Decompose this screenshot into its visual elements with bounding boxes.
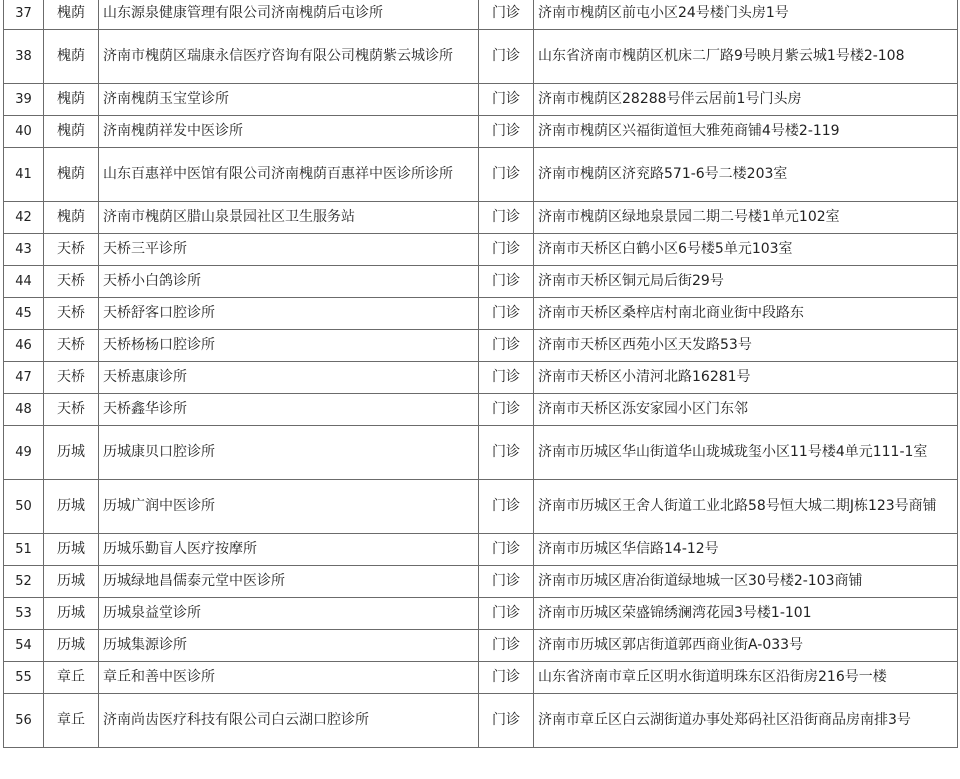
service-type: 门诊 [479, 394, 534, 426]
row-number: 42 [4, 202, 44, 234]
service-type: 门诊 [479, 330, 534, 362]
table-row [4, 116, 958, 148]
clinic-address: 济南市槐荫区兴福街道恒大雅苑商铺4号楼2-119 [534, 116, 958, 148]
clinic-address: 济南市天桥区西苑小区天发路53号 [534, 330, 958, 362]
clinic-name: 历城集源诊所 [99, 630, 479, 662]
district: 历城 [44, 480, 99, 534]
table-row [4, 148, 958, 202]
district: 槐荫 [44, 202, 99, 234]
district: 槐荫 [44, 148, 99, 202]
district: 天桥 [44, 298, 99, 330]
district: 槐荫 [44, 30, 99, 84]
clinic-name: 章丘和善中医诊所 [99, 662, 479, 694]
row-number: 41 [4, 148, 44, 202]
table-row [4, 480, 958, 534]
district: 历城 [44, 566, 99, 598]
service-type: 门诊 [479, 694, 534, 748]
district: 天桥 [44, 234, 99, 266]
clinic-name: 天桥杨杨口腔诊所 [99, 330, 479, 362]
clinic-table [3, 0, 958, 748]
clinic-address: 济南市天桥区铜元局后街29号 [534, 266, 958, 298]
clinic-address: 济南市槐荫区绿地泉景园二期二号楼1单元102室 [534, 202, 958, 234]
service-type: 门诊 [479, 266, 534, 298]
row-number: 38 [4, 30, 44, 84]
district: 天桥 [44, 330, 99, 362]
row-number: 47 [4, 362, 44, 394]
row-number: 53 [4, 598, 44, 630]
clinic-table-body [4, 0, 958, 748]
clinic-address: 济南市历城区王舍人街道工业北路58号恒大城二期J栋123号商铺 [534, 480, 958, 534]
district: 历城 [44, 534, 99, 566]
row-number: 56 [4, 694, 44, 748]
clinic-name: 天桥舒客口腔诊所 [99, 298, 479, 330]
clinic-address: 济南市天桥区泺安家园小区门东邻 [534, 394, 958, 426]
table-row [4, 266, 958, 298]
clinic-address: 山东省济南市章丘区明水街道明珠东区沿街房216号一楼 [534, 662, 958, 694]
service-type: 门诊 [479, 30, 534, 84]
row-number: 54 [4, 630, 44, 662]
table-row [4, 0, 958, 30]
clinic-address: 济南市槐荫区28288号伴云居前1号门头房 [534, 84, 958, 116]
table-row [4, 630, 958, 662]
district: 历城 [44, 630, 99, 662]
clinic-name: 历城乐勤盲人医疗按摩所 [99, 534, 479, 566]
district: 章丘 [44, 662, 99, 694]
table-row [4, 694, 958, 748]
clinic-name: 济南市槐荫区腊山泉景园社区卫生服务站 [99, 202, 479, 234]
row-number: 55 [4, 662, 44, 694]
district: 天桥 [44, 394, 99, 426]
service-type: 门诊 [479, 534, 534, 566]
clinic-name: 天桥惠康诊所 [99, 362, 479, 394]
row-number: 49 [4, 426, 44, 480]
clinic-name: 山东源泉健康管理有限公司济南槐荫后屯诊所 [99, 0, 479, 30]
clinic-address: 济南市天桥区桑梓店村南北商业街中段路东 [534, 298, 958, 330]
clinic-address: 济南市历城区唐冶街道绿地城一区30号楼2-103商铺 [534, 566, 958, 598]
table-row [4, 566, 958, 598]
table-row [4, 662, 958, 694]
table-row [4, 30, 958, 84]
row-number: 40 [4, 116, 44, 148]
table-row [4, 426, 958, 480]
district: 槐荫 [44, 116, 99, 148]
table-row [4, 330, 958, 362]
clinic-address: 济南市历城区华山街道华山珑城珑玺小区11号楼4单元111-1室 [534, 426, 958, 480]
table-row [4, 394, 958, 426]
service-type: 门诊 [479, 0, 534, 30]
row-number: 51 [4, 534, 44, 566]
service-type: 门诊 [479, 298, 534, 330]
service-type: 门诊 [479, 662, 534, 694]
service-type: 门诊 [479, 116, 534, 148]
clinic-address: 济南市槐荫区前屯小区24号楼门头房1号 [534, 0, 958, 30]
row-number: 52 [4, 566, 44, 598]
district: 历城 [44, 598, 99, 630]
clinic-address: 济南市历城区荣盛锦绣澜湾花园3号楼1-101 [534, 598, 958, 630]
service-type: 门诊 [479, 598, 534, 630]
service-type: 门诊 [479, 480, 534, 534]
service-type: 门诊 [479, 426, 534, 480]
clinic-name: 济南槐荫玉宝堂诊所 [99, 84, 479, 116]
table-row [4, 84, 958, 116]
row-number: 46 [4, 330, 44, 362]
row-number: 50 [4, 480, 44, 534]
clinic-address: 济南市历城区华信路14-12号 [534, 534, 958, 566]
district: 天桥 [44, 266, 99, 298]
clinic-name: 历城康贝口腔诊所 [99, 426, 479, 480]
clinic-name: 历城绿地昌儒泰元堂中医诊所 [99, 566, 479, 598]
table-row [4, 234, 958, 266]
service-type: 门诊 [479, 234, 534, 266]
table-row [4, 598, 958, 630]
clinic-address: 济南市天桥区小清河北路16281号 [534, 362, 958, 394]
clinic-name: 济南槐荫祥发中医诊所 [99, 116, 479, 148]
clinic-name: 济南尚齿医疗科技有限公司白云湖口腔诊所 [99, 694, 479, 748]
service-type: 门诊 [479, 630, 534, 662]
service-type: 门诊 [479, 566, 534, 598]
row-number: 37 [4, 0, 44, 30]
clinic-name: 历城广润中医诊所 [99, 480, 479, 534]
table-row [4, 534, 958, 566]
row-number: 39 [4, 84, 44, 116]
clinic-address: 济南市槐荫区济兖路571-6号二楼203室 [534, 148, 958, 202]
clinic-name: 天桥三平诊所 [99, 234, 479, 266]
service-type: 门诊 [479, 362, 534, 394]
clinic-address: 济南市历城区郭店街道郭西商业街A-033号 [534, 630, 958, 662]
district: 天桥 [44, 362, 99, 394]
service-type: 门诊 [479, 202, 534, 234]
district: 章丘 [44, 694, 99, 748]
table-row [4, 298, 958, 330]
district: 历城 [44, 426, 99, 480]
row-number: 48 [4, 394, 44, 426]
table-row [4, 202, 958, 234]
clinic-name: 山东百惠祥中医馆有限公司济南槐荫百惠祥中医诊所诊所 [99, 148, 479, 202]
clinic-name: 天桥小白鸽诊所 [99, 266, 479, 298]
district: 槐荫 [44, 0, 99, 30]
clinic-name: 历城泉益堂诊所 [99, 598, 479, 630]
district: 槐荫 [44, 84, 99, 116]
service-type: 门诊 [479, 148, 534, 202]
clinic-name: 济南市槐荫区瑞康永信医疗咨询有限公司槐荫紫云城诊所 [99, 30, 479, 84]
row-number: 43 [4, 234, 44, 266]
service-type: 门诊 [479, 84, 534, 116]
clinic-address: 山东省济南市槐荫区机床二厂路9号映月紫云城1号楼2-108 [534, 30, 958, 84]
clinic-address: 济南市章丘区白云湖街道办事处郑码社区沿街商品房南排3号 [534, 694, 958, 748]
row-number: 44 [4, 266, 44, 298]
row-number: 45 [4, 298, 44, 330]
clinic-address: 济南市天桥区白鹤小区6号楼5单元103室 [534, 234, 958, 266]
table-row [4, 362, 958, 394]
clinic-name: 天桥鑫华诊所 [99, 394, 479, 426]
